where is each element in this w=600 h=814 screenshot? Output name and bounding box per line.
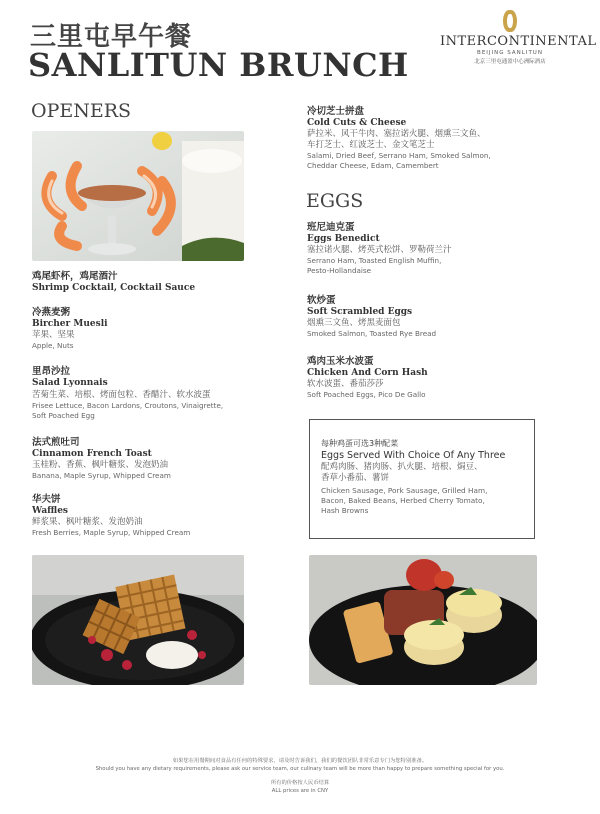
shrimp-cocktail-photo — [32, 131, 244, 261]
item-name-en: Salad Lyonnais — [32, 378, 108, 388]
section-heading-openers: OPENERS — [31, 100, 132, 122]
item-name-cn: 里昂沙拉 — [32, 366, 71, 377]
menu-item-soft-scrambled-eggs — [307, 295, 567, 339]
item-name-en: Waffles — [32, 506, 68, 516]
item-desc-cn: 烟熏三文鱼、烤黑麦面包 — [307, 318, 401, 328]
choice-note-cn: 每种鸡蛋可选3种配菜 — [321, 439, 399, 448]
item-desc-en: Frisee Lettuce, Bacon Lardons, Croutons, Vinaigrette, — [32, 401, 224, 410]
menu-item-cold-cuts — [307, 106, 567, 171]
item-desc-en-2: Soft Poached Egg — [32, 411, 95, 420]
item-name-cn: 班尼迪克蛋 — [307, 222, 355, 233]
item-desc-en: Salami, Dried Beef, Serrano Ham, Smoked Salmon, — [307, 151, 491, 160]
choice-sides-cn-2: 香草小番茄、薯饼 — [321, 473, 390, 483]
item-name-cn: 法式煎吐司 — [32, 437, 80, 448]
item-name-cn: 冷燕麦粥 — [32, 307, 71, 318]
item-desc-cn: 塞拉诺火腿、烤英式松饼、罗勒荷兰汁 — [307, 245, 452, 255]
menu-item-waffles — [32, 494, 272, 538]
choice-sides-en-3: Hash Browns — [321, 506, 369, 515]
item-name-en: Soft Scrambled Eggs — [307, 307, 413, 317]
title-english: SANLITUN BRUNCH — [28, 46, 409, 84]
item-desc-cn: 鲜浆果、枫叶糖浆、发泡奶油 — [32, 517, 143, 527]
choice-heading: Eggs Served With Choice Of Any Three — [321, 450, 506, 461]
item-desc-en: Banana, Maple Syrup, Whipped Cream — [32, 471, 171, 480]
item-desc-cn: 玉桂粉、香蕉、枫叶糖浆、发泡奶油 — [32, 460, 169, 470]
menu-item-salad-lyonnais — [32, 366, 272, 421]
item-name-en: Bircher Muesli — [32, 319, 108, 329]
item-desc-cn: 苦菊生菜、培根、烤面包粒、香醋汁、软水波蛋 — [32, 390, 211, 400]
waffles-illustration — [32, 555, 244, 685]
item-name-cn: 鸡尾虾杯，鸡尾酒汁 — [32, 271, 118, 282]
footer — [0, 757, 600, 795]
item-desc-en-2: Pesto-Hollandaise — [307, 266, 372, 275]
item-desc-en: Smoked Salmon, Toasted Rye Bread — [307, 329, 437, 338]
item-desc-cn-2: 车打芝士、红波芝士、金文笔芝士 — [307, 140, 435, 150]
item-name-cn: 冷切芝士拼盘 — [307, 106, 365, 117]
item-name-en: Shrimp Cocktail, Cocktail Sauce — [32, 283, 196, 293]
footer-price-en: ALL prices are in CNY — [271, 788, 329, 794]
item-desc-cn: 软水波蛋、番茄莎莎 — [307, 379, 384, 389]
hotel-logo — [440, 10, 597, 65]
item-desc-en: Apple, Nuts — [32, 341, 74, 350]
item-name-cn: 华夫饼 — [32, 494, 61, 505]
menu-item-chicken-corn-hash — [307, 356, 567, 400]
side-choice-box — [309, 419, 535, 539]
item-name-en: Eggs Benedict — [307, 234, 380, 244]
footer-note-en: Should you have any dietary requirements, please ask our service team, our culinary team will be more than happy to prepare something special for you. — [95, 766, 505, 772]
choice-sides-cn: 配鸡肉肠、猪肉肠、扒火腿、培根、焗豆、 — [321, 462, 483, 472]
brand-name: INTERCONTINENTAL — [440, 34, 597, 49]
waffles-photo — [32, 555, 244, 685]
item-desc-cn: 萨拉米、风干牛肉、塞拉诺火腿、烟熏三文鱼、 — [307, 129, 486, 139]
item-name-en: Chicken And Corn Hash — [307, 368, 428, 378]
item-name-en: Cinnamon French Toast — [32, 449, 152, 459]
eggs-benedict-photo — [309, 555, 537, 685]
item-name-cn: 软炒蛋 — [307, 295, 336, 306]
choice-sides-en: Chicken Sausage, Pork Sausage, Grilled Ham, — [321, 486, 488, 495]
menu-item-eggs-benedict — [307, 222, 567, 276]
intercontinental-logo-icon — [503, 10, 517, 32]
title-chinese: 三里屯早午餐 — [30, 22, 193, 52]
item-name-en: Cold Cuts & Cheese — [307, 118, 407, 128]
brand-address: 北京三里屯通盈中心洲际酒店 — [474, 59, 546, 65]
item-desc-en: Fresh Berries, Maple Syrup, Whipped Cream — [32, 528, 191, 537]
item-desc-en: Serrano Ham, Toasted English Muffin, — [307, 256, 442, 265]
choice-sides-en-2: Bacon, Baked Beans, Herbed Cherry Tomato, — [321, 496, 485, 505]
eggs-benedict-illustration — [309, 555, 537, 685]
brand-subtitle: BEIJING SANLITUN — [477, 50, 543, 56]
item-name-cn: 鸡肉玉米水波蛋 — [307, 356, 374, 367]
menu-item-bircher-muesli — [32, 307, 272, 351]
shrimp-cocktail-illustration — [32, 131, 244, 261]
item-desc-en: Soft Poached Eggs, Pico De Gallo — [307, 390, 426, 399]
item-desc-en-2: Cheddar Cheese, Edam, Camembert — [307, 161, 439, 170]
menu-item-shrimp-cocktail — [32, 271, 272, 294]
footer-note-cn: 如果您在用餐期间对食品有任何的特殊要求，请及时告诉我们，我们的餐饮团队非常乐意专门为您特别准备。 — [172, 758, 428, 764]
footer-price-cn: 所有的价格按人民币结算 — [270, 780, 330, 786]
section-heading-eggs: EGGS — [306, 190, 364, 212]
menu-item-french-toast — [32, 437, 272, 481]
item-desc-cn: 苹果、坚果 — [32, 330, 75, 340]
